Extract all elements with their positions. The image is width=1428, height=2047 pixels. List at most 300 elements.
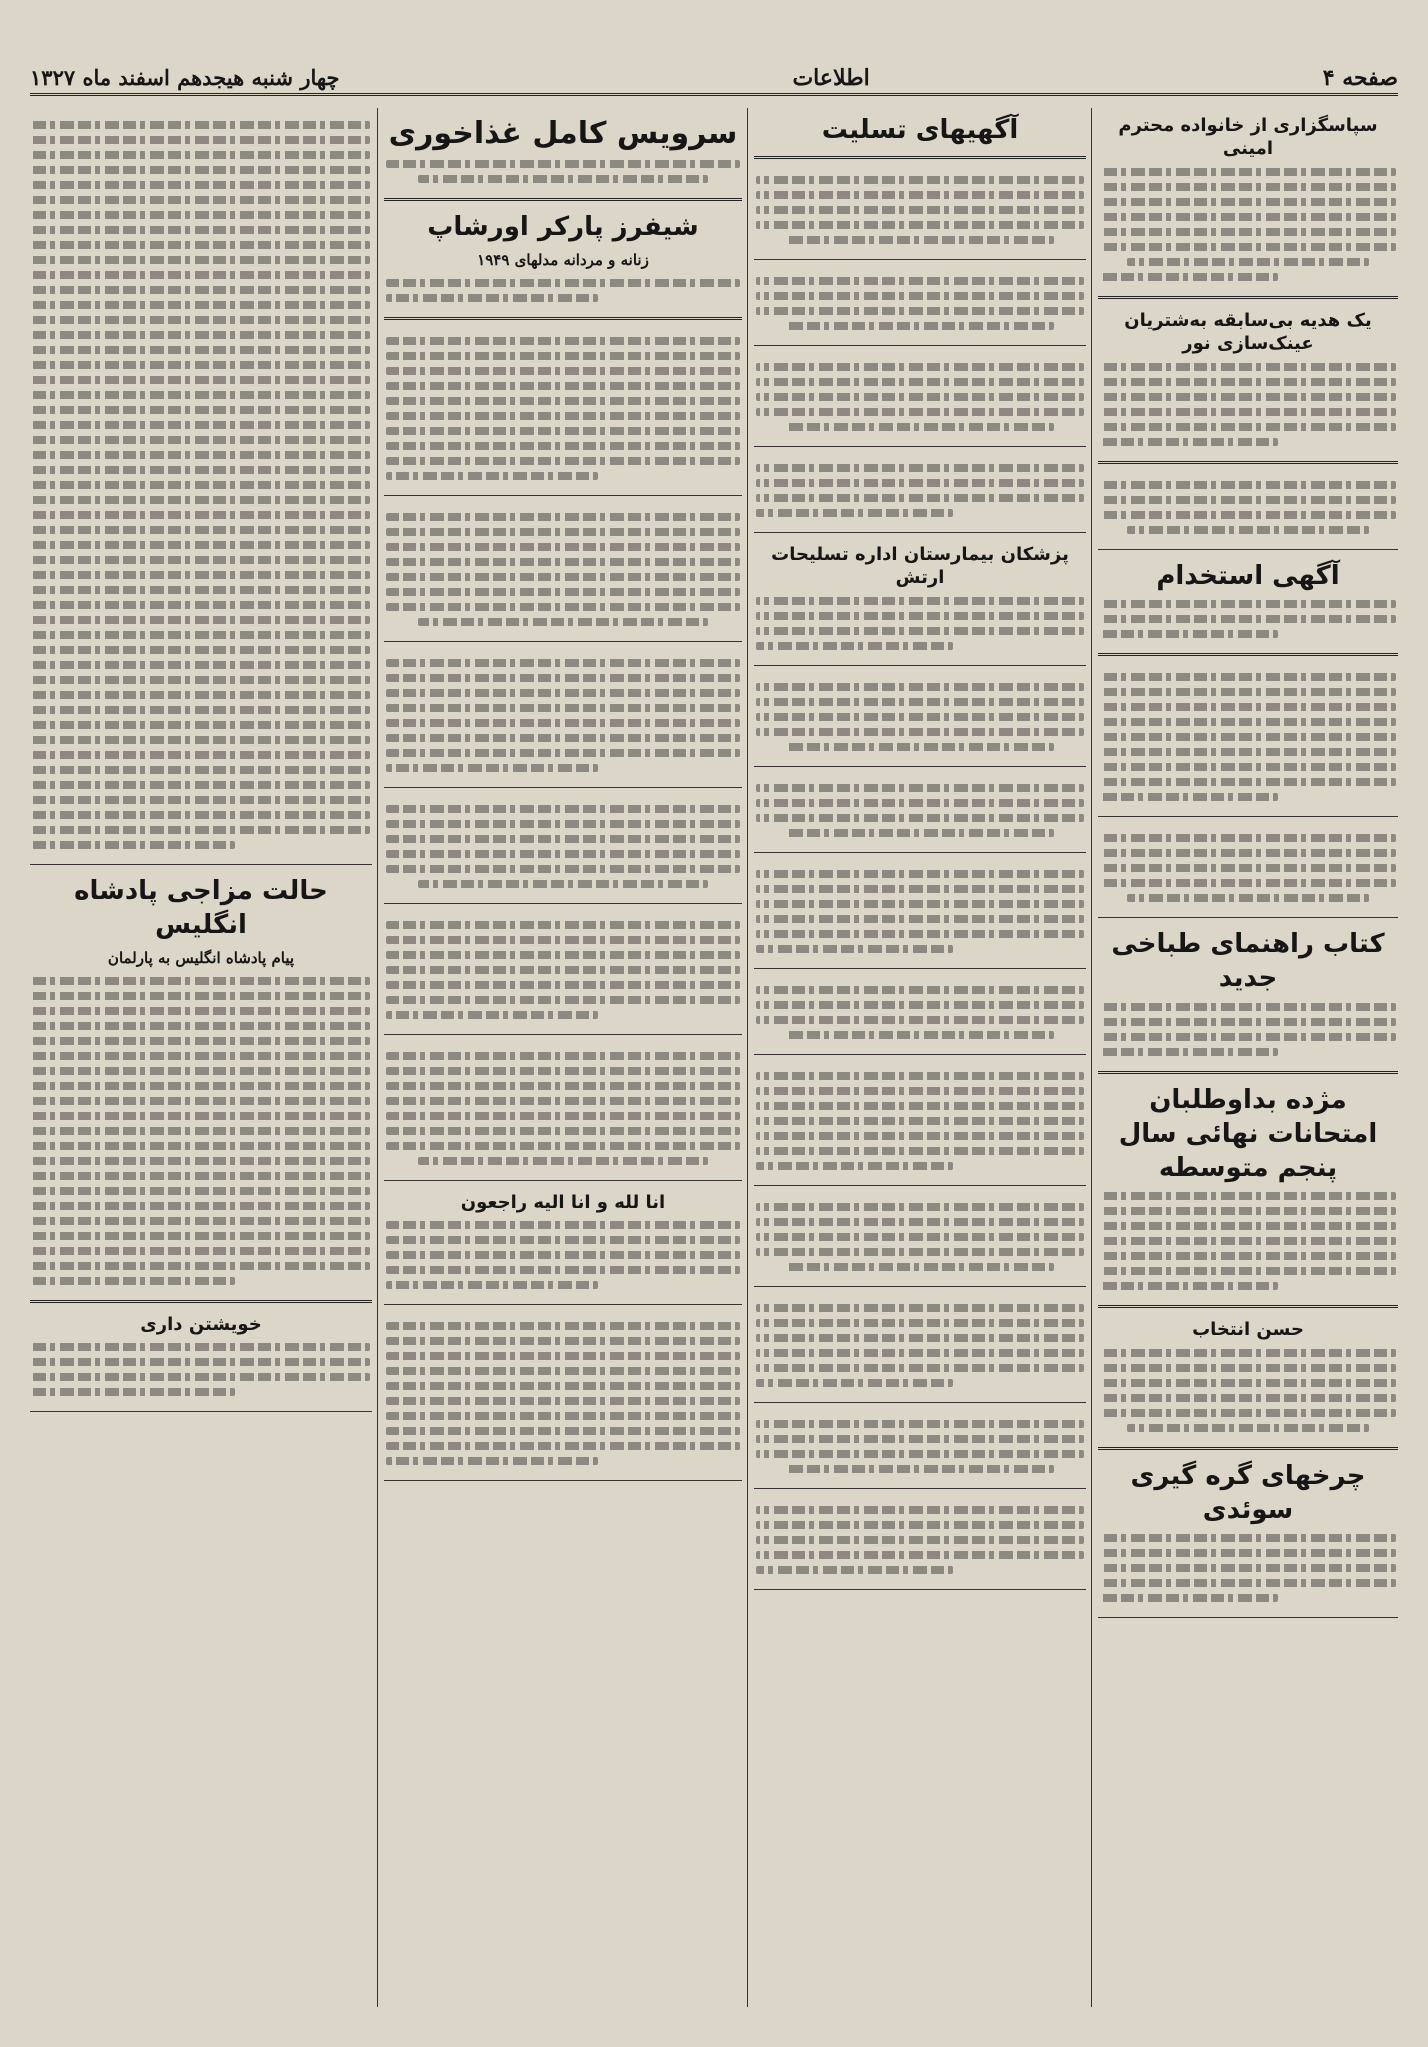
text-line xyxy=(32,1052,370,1060)
section-header xyxy=(754,108,1086,159)
notice xyxy=(1098,821,1398,918)
text-line xyxy=(386,805,740,813)
text-line xyxy=(32,1142,370,1150)
text-line xyxy=(1100,481,1396,489)
text-line xyxy=(32,1127,370,1135)
text-body xyxy=(756,870,1084,953)
text-body xyxy=(1100,673,1396,801)
section-heading: آگهیهای تسلیت xyxy=(821,115,1019,145)
notice-heading: انا لله و انا الیه راجعون xyxy=(460,1192,666,1214)
text-line xyxy=(386,472,598,480)
text-line xyxy=(1100,393,1396,401)
notice xyxy=(1098,1312,1398,1449)
text-line xyxy=(1100,703,1396,711)
text-line xyxy=(32,571,370,579)
text-line xyxy=(32,376,370,384)
text-line xyxy=(756,464,1084,472)
notice xyxy=(1098,303,1398,464)
notice xyxy=(384,908,742,1035)
text-body xyxy=(1100,481,1396,534)
text-line xyxy=(32,301,370,309)
text-line xyxy=(386,1221,740,1229)
text-body xyxy=(386,921,740,1019)
column-4 xyxy=(30,108,372,2007)
text-line xyxy=(386,558,740,566)
text-body xyxy=(386,279,740,302)
notice xyxy=(384,1309,742,1481)
text-line xyxy=(386,1067,740,1075)
text-line xyxy=(1100,1394,1396,1402)
text-line xyxy=(386,1442,740,1450)
text-line xyxy=(32,166,370,174)
text-line xyxy=(386,1427,740,1435)
column-rule xyxy=(747,108,748,2007)
text-body xyxy=(1100,1349,1396,1432)
text-line xyxy=(756,1218,1084,1226)
text-line xyxy=(786,322,1055,330)
text-line xyxy=(1100,198,1396,206)
text-line xyxy=(386,1142,740,1150)
text-line xyxy=(32,256,370,264)
text-line xyxy=(786,1465,1055,1473)
notice xyxy=(384,500,742,642)
article xyxy=(30,108,372,865)
text-line xyxy=(32,1157,370,1165)
text-line xyxy=(386,749,740,757)
text-body xyxy=(386,1221,740,1289)
text-line xyxy=(756,479,1084,487)
text-line xyxy=(32,436,370,444)
page-label: صفحه ۴ xyxy=(1322,64,1398,91)
text-line xyxy=(386,1281,598,1289)
text-line xyxy=(1100,213,1396,221)
text-line xyxy=(386,921,740,929)
text-line xyxy=(32,826,370,834)
text-line xyxy=(756,393,1084,401)
text-line xyxy=(756,1364,1084,1372)
text-line xyxy=(386,689,740,697)
text-line xyxy=(386,1367,740,1375)
text-line xyxy=(32,151,370,159)
notice xyxy=(754,451,1086,533)
ad-heading: سرویس کامل غذاخوری xyxy=(388,116,738,151)
text-line xyxy=(32,1373,370,1381)
notice xyxy=(754,1291,1086,1403)
text-line xyxy=(32,721,370,729)
column-1 xyxy=(1098,108,1398,2007)
text-line xyxy=(32,691,370,699)
notice-heading: مژده بداوطلبان امتحانات نهائی سال پنجم متوسطه xyxy=(1118,1084,1378,1183)
notice xyxy=(1098,922,1398,1074)
text-line xyxy=(1100,1048,1278,1056)
text-line xyxy=(756,915,1084,923)
text-line xyxy=(32,1358,370,1366)
text-line xyxy=(386,1382,740,1390)
text-body xyxy=(1100,1192,1396,1290)
text-line xyxy=(756,784,1084,792)
advertisement xyxy=(384,108,742,201)
column-3 xyxy=(384,108,742,2007)
text-line xyxy=(756,1506,1084,1514)
text-line xyxy=(386,160,740,168)
text-line xyxy=(386,1112,740,1120)
text-body xyxy=(1100,1534,1396,1602)
text-line xyxy=(32,466,370,474)
notice xyxy=(754,973,1086,1055)
article xyxy=(30,869,372,1303)
text-line xyxy=(386,279,740,287)
text-line xyxy=(386,1412,740,1420)
text-line xyxy=(386,543,740,551)
text-line xyxy=(32,1067,370,1075)
text-line xyxy=(1100,1534,1396,1542)
column-rule xyxy=(377,108,378,2007)
text-body xyxy=(756,1506,1084,1574)
text-line xyxy=(418,880,708,888)
text-body xyxy=(756,277,1084,330)
notice xyxy=(384,1039,742,1181)
text-line xyxy=(386,1352,740,1360)
text-body xyxy=(756,1420,1084,1473)
text-line xyxy=(1100,864,1396,872)
text-line xyxy=(32,1097,370,1105)
notice xyxy=(754,670,1086,767)
text-body xyxy=(756,1203,1084,1271)
text-line xyxy=(756,814,1084,822)
text-line xyxy=(756,930,1084,938)
text-line xyxy=(32,1022,370,1030)
text-line xyxy=(756,206,1084,214)
text-line xyxy=(756,683,1084,691)
text-line xyxy=(1100,793,1278,801)
text-line xyxy=(386,337,740,345)
text-line xyxy=(1127,258,1370,266)
text-body xyxy=(386,1322,740,1465)
text-line xyxy=(32,271,370,279)
notice xyxy=(1098,468,1398,550)
text-line xyxy=(32,391,370,399)
text-line xyxy=(756,642,953,650)
text-line xyxy=(32,346,370,354)
text-body xyxy=(1100,363,1396,446)
text-line xyxy=(756,1379,953,1387)
text-line xyxy=(786,1031,1055,1039)
notice xyxy=(754,163,1086,260)
notice xyxy=(1098,660,1398,817)
text-line xyxy=(32,781,370,789)
text-body xyxy=(386,160,740,183)
text-body xyxy=(32,1343,370,1396)
text-line xyxy=(1100,1364,1396,1372)
text-line xyxy=(418,618,708,626)
text-line xyxy=(32,841,235,849)
text-line xyxy=(32,1343,370,1351)
text-line xyxy=(386,528,740,536)
text-line xyxy=(1100,1564,1396,1572)
text-line xyxy=(756,1551,1084,1559)
text-line xyxy=(32,181,370,189)
text-line xyxy=(756,1349,1084,1357)
article-heading: حالت مزاجی پادشاه انگلیس xyxy=(74,876,328,940)
text-line xyxy=(756,900,1084,908)
notice xyxy=(1098,554,1398,657)
text-line xyxy=(386,382,740,390)
text-line xyxy=(756,1147,1084,1155)
text-line xyxy=(1100,763,1396,771)
text-line xyxy=(386,820,740,828)
ad-subheading: زنانه و مردانه مدلهای ۱۹۴۹ xyxy=(477,250,649,269)
text-line xyxy=(756,1566,953,1574)
text-line xyxy=(32,526,370,534)
text-line xyxy=(386,513,740,521)
text-line xyxy=(386,951,740,959)
notice xyxy=(384,1185,742,1305)
text-line xyxy=(1100,1282,1278,1290)
text-line xyxy=(1100,718,1396,726)
text-line xyxy=(1100,1207,1396,1215)
text-line xyxy=(32,241,370,249)
text-line xyxy=(1100,630,1278,638)
text-line xyxy=(386,412,740,420)
text-body xyxy=(756,683,1084,751)
text-line xyxy=(418,175,708,183)
text-line xyxy=(386,457,740,465)
text-body xyxy=(386,659,740,772)
text-line xyxy=(32,1172,370,1180)
text-line xyxy=(1127,894,1370,902)
text-line xyxy=(386,1266,740,1274)
text-line xyxy=(32,811,370,819)
text-line xyxy=(1100,496,1396,504)
text-line xyxy=(32,1388,235,1396)
notice-heading: چرخهای گره گیری سوئدی xyxy=(1130,1460,1366,1525)
text-line xyxy=(32,646,370,654)
text-line xyxy=(756,191,1084,199)
text-line xyxy=(32,676,370,684)
text-line xyxy=(386,1251,740,1259)
text-line xyxy=(756,509,953,517)
text-line xyxy=(756,378,1084,386)
text-line xyxy=(1100,168,1396,176)
text-body xyxy=(756,597,1084,650)
text-line xyxy=(1100,1033,1396,1041)
text-line xyxy=(1100,778,1396,786)
text-line xyxy=(386,352,740,360)
text-line xyxy=(386,1011,598,1019)
notice-heading: یک هدیه بی‌سابقه به‌شتریان عینک‌سازی نور xyxy=(1124,309,1372,355)
ad-heading: خویشتن داری xyxy=(140,1313,262,1335)
text-line xyxy=(1100,733,1396,741)
text-line xyxy=(756,885,1084,893)
text-line xyxy=(1100,438,1278,446)
text-line xyxy=(386,865,740,873)
text-line xyxy=(756,870,1084,878)
text-line xyxy=(756,1203,1084,1211)
text-line xyxy=(32,451,370,459)
text-line xyxy=(1100,1237,1396,1245)
text-line xyxy=(756,176,1084,184)
text-line xyxy=(32,1202,370,1210)
advertisement xyxy=(30,1307,372,1412)
text-line xyxy=(32,766,370,774)
text-line xyxy=(386,1457,598,1465)
text-line xyxy=(1127,1424,1370,1432)
text-line xyxy=(756,1162,953,1170)
text-body xyxy=(386,1052,740,1165)
text-line xyxy=(32,1232,370,1240)
text-line xyxy=(1100,1579,1396,1587)
text-line xyxy=(786,743,1055,751)
text-line xyxy=(1100,600,1396,608)
text-line xyxy=(386,367,740,375)
text-line xyxy=(1100,511,1396,519)
text-line xyxy=(756,945,953,953)
text-line xyxy=(786,236,1055,244)
text-line xyxy=(756,277,1084,285)
text-line xyxy=(386,1337,740,1345)
text-line xyxy=(756,408,1084,416)
text-line xyxy=(1100,408,1396,416)
text-line xyxy=(1100,1192,1396,1200)
text-line xyxy=(386,734,740,742)
text-line xyxy=(756,1319,1084,1327)
text-line xyxy=(756,494,1084,502)
text-body xyxy=(756,1304,1084,1387)
text-line xyxy=(32,1247,370,1255)
text-line xyxy=(386,1322,740,1330)
text-line xyxy=(32,421,370,429)
notice-heading: آگهی استخدام xyxy=(1156,560,1340,591)
text-line xyxy=(32,1262,370,1270)
text-body xyxy=(386,337,740,480)
text-line xyxy=(386,850,740,858)
text-line xyxy=(32,661,370,669)
text-line xyxy=(1100,849,1396,857)
text-line xyxy=(1100,1349,1396,1357)
notice xyxy=(754,1407,1086,1489)
text-line xyxy=(32,1187,370,1195)
text-line xyxy=(386,659,740,667)
text-line xyxy=(1100,363,1396,371)
text-body xyxy=(32,977,370,1285)
text-line xyxy=(756,1001,1084,1009)
text-line xyxy=(1100,1267,1396,1275)
text-line xyxy=(756,1536,1084,1544)
notice-heading: سپاسگزاری از خانواده محترم امینی xyxy=(1118,115,1378,160)
text-line xyxy=(1127,526,1370,534)
text-line xyxy=(1100,1252,1396,1260)
text-line xyxy=(32,121,370,129)
text-line xyxy=(386,704,740,712)
text-line xyxy=(386,1097,740,1105)
text-line xyxy=(32,601,370,609)
text-line xyxy=(386,996,740,1004)
text-body xyxy=(32,121,370,849)
text-line xyxy=(32,1082,370,1090)
text-body xyxy=(756,176,1084,244)
text-line xyxy=(756,307,1084,315)
notice xyxy=(754,1190,1086,1287)
text-line xyxy=(1100,748,1396,756)
notice xyxy=(754,1059,1086,1186)
notice xyxy=(754,1493,1086,1590)
text-line xyxy=(418,1157,708,1165)
text-line xyxy=(1100,183,1396,191)
masthead xyxy=(30,62,1398,96)
text-line xyxy=(32,556,370,564)
notice-heading: حسن انتخاب xyxy=(1192,1319,1304,1341)
notice xyxy=(754,771,1086,853)
text-body xyxy=(756,986,1084,1039)
text-line xyxy=(32,226,370,234)
text-body xyxy=(1100,168,1396,281)
text-line xyxy=(1100,1018,1396,1026)
text-line xyxy=(386,674,740,682)
text-line xyxy=(32,1037,370,1045)
text-line xyxy=(1100,1594,1278,1602)
text-line xyxy=(32,616,370,624)
notice xyxy=(754,350,1086,447)
text-line xyxy=(756,1117,1084,1125)
text-line xyxy=(32,631,370,639)
text-line xyxy=(756,986,1084,994)
text-line xyxy=(1100,1549,1396,1557)
text-body xyxy=(756,784,1084,837)
text-line xyxy=(32,511,370,519)
text-line xyxy=(756,1102,1084,1110)
text-line xyxy=(756,728,1084,736)
text-body xyxy=(1100,600,1396,638)
text-line xyxy=(32,541,370,549)
text-line xyxy=(32,406,370,414)
text-line xyxy=(386,294,598,302)
notice xyxy=(384,792,742,904)
text-line xyxy=(386,1082,740,1090)
text-line xyxy=(1100,879,1396,887)
text-line xyxy=(386,1236,740,1244)
text-line xyxy=(32,331,370,339)
text-line xyxy=(32,196,370,204)
text-line xyxy=(756,627,1084,635)
text-line xyxy=(32,286,370,294)
ad-heading: شیفرز پارکر اورشاپ xyxy=(427,212,699,242)
text-line xyxy=(32,496,370,504)
text-line xyxy=(386,835,740,843)
text-line xyxy=(32,796,370,804)
text-line xyxy=(386,1127,740,1135)
article-subheading: پیام پادشاه انگلیس به پارلمان xyxy=(107,948,295,967)
text-line xyxy=(756,363,1084,371)
text-body xyxy=(756,363,1084,431)
text-line xyxy=(386,603,740,611)
text-line xyxy=(32,736,370,744)
text-line xyxy=(32,481,370,489)
text-line xyxy=(756,1087,1084,1095)
column-rule xyxy=(1091,108,1092,2007)
text-line xyxy=(756,612,1084,620)
paper-name: اطلاعات xyxy=(792,64,870,91)
text-body xyxy=(386,805,740,888)
notice xyxy=(754,264,1086,346)
text-line xyxy=(756,713,1084,721)
notice-heading: کتاب راهنمای طباخی جدید xyxy=(1111,929,1385,994)
text-line xyxy=(1100,228,1396,236)
text-line xyxy=(386,981,740,989)
text-line xyxy=(786,1263,1055,1271)
text-line xyxy=(32,1277,235,1285)
text-line xyxy=(756,799,1084,807)
text-line xyxy=(32,977,370,985)
